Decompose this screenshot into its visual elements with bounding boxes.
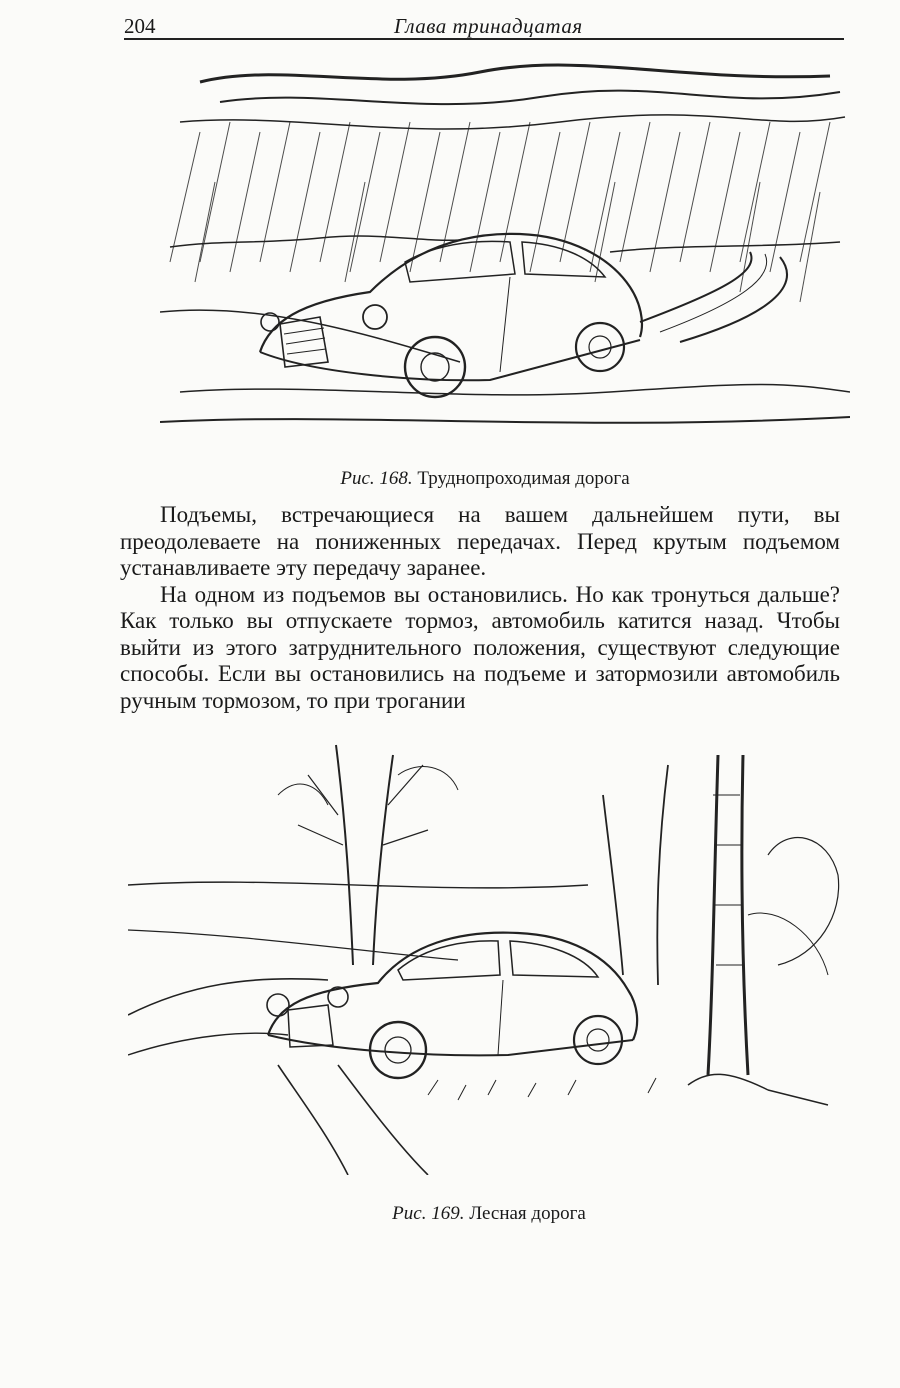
figure-168-label: Рис. 168. <box>340 468 413 489</box>
forest-road-drawing <box>128 735 850 1175</box>
header-rule <box>124 38 844 40</box>
figure-169-label: Рис. 169. <box>392 1203 465 1224</box>
body-text <box>120 502 840 714</box>
paragraph: Подъемы, встречающиеся на вашем дальнейшем пути, вы преодолеваете на пониженных передачах. Перед крутым подъемом устанавливаете эту передачу заранее. <box>120 502 840 580</box>
paragraph: На одном из подъемов вы остановились. Но как тронуться дальше? Как только вы отпускаете тормоз, автомобиль катится назад. Чтобы выйти из этого затруднительного положения, существуют следующие способы. Если вы остановились на подъеме и затормозили автомобиль ручным тормозом, то при трогании <box>120 581 840 713</box>
figure-169-caption <box>128 1203 850 1225</box>
figure-168-caption <box>160 468 810 490</box>
rain-road-drawing <box>160 62 850 452</box>
figure-168-title: Труднопроходимая дорога <box>417 468 630 489</box>
figure-forest-road-illustration <box>128 735 850 1175</box>
chapter-title: Глава тринадцатая <box>394 14 583 38</box>
figure-169-title: Лесная дорога <box>469 1203 586 1224</box>
page-header <box>124 14 844 40</box>
figure-rain-road-illustration <box>160 62 850 452</box>
page-number: 204 <box>124 14 156 38</box>
